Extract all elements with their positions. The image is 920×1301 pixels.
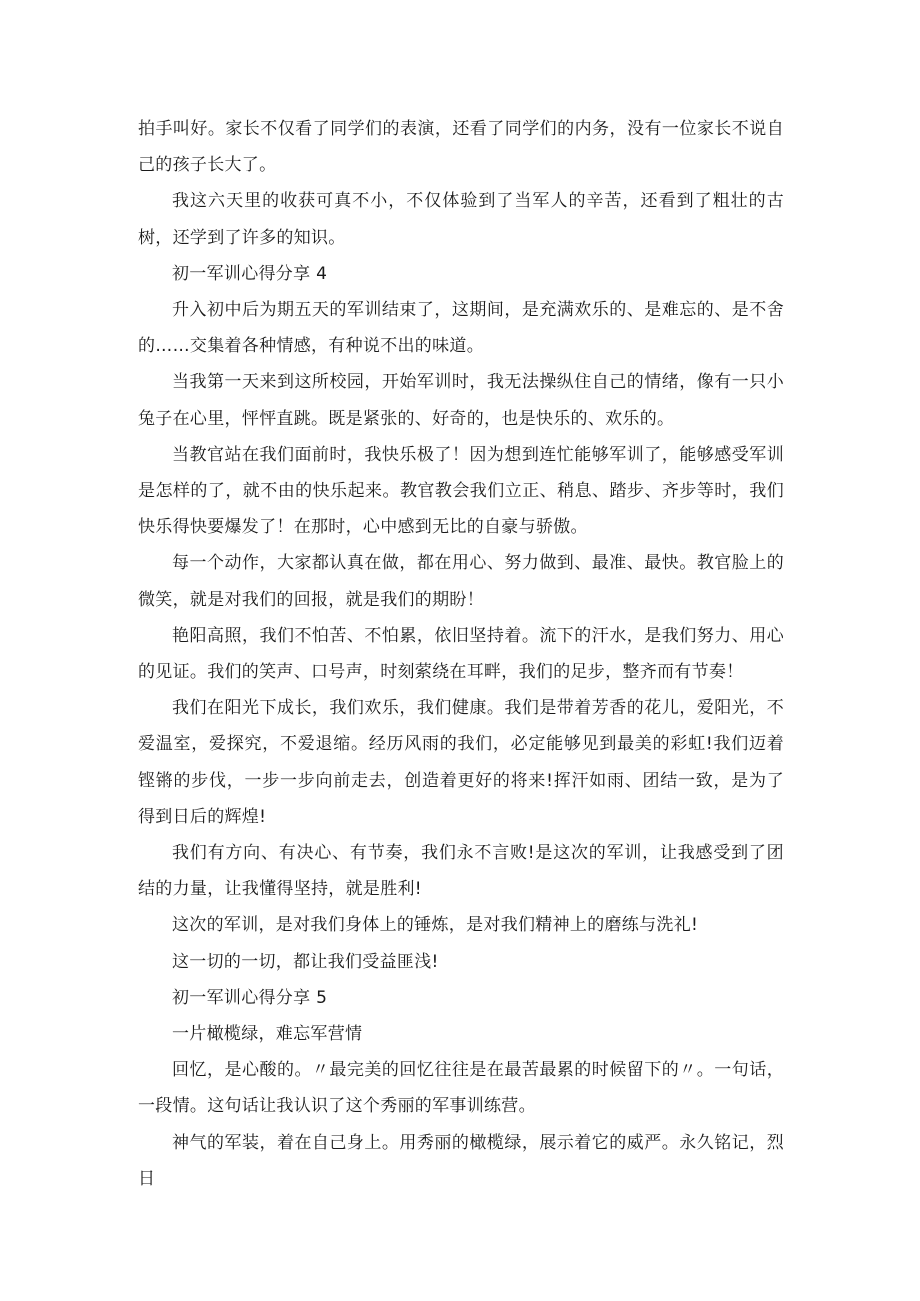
- paragraph: 当教官站在我们面前时，我快乐极了！因为想到连忙能够军训了，能够感受军训是怎样的了，就不由的快乐起来。教官教会我们立正、稍息、踏步、齐步等时，我们快乐得快要爆发了！在那时，心中感到无比的自豪与骄傲。: [138, 444, 784, 538]
- paragraph: 这一切的一切，都让我们受益匪浅!: [172, 951, 439, 972]
- paragraph: 回忆，是心酸的。〃最完美的回忆往往是在最苦最累的时候留下的〃。一句话，一段情。这句话让我认识了这个秀丽的军事训练营。: [138, 1060, 784, 1117]
- paragraph: 神气的军装，着在自己身上。用秀丽的橄榄绿，展示着它的威严。永久铭记，烈日: [138, 1132, 784, 1189]
- paragraph: 一片橄榄绿，难忘军营情: [172, 1024, 363, 1045]
- document-body: [138, 111, 784, 1197]
- paragraph: 当我第一天来到这所校园，开始军训时，我无法操纵住自己的情绪，像有一只小兔子在心里，怦怦直跳。既是紧张的、好奇的，也是快乐的、欢乐的。: [138, 372, 784, 429]
- paragraph: 我们有方向、有决心、有节奏，我们永不言败!是这次的军训，让我感受到了团结的力量，让我懂得坚持，就是胜利!: [138, 843, 784, 900]
- paragraph: 我这六天里的收获可真不小，不仅体验到了当军人的辛苦，还看到了粗壮的古树，还学到了许多的知识。: [138, 191, 784, 248]
- paragraph-continued: 拍手叫好。家长不仅看了同学们的表演，还看了同学们的内务，没有一位家长不说自己的孩子长大了。: [138, 119, 784, 176]
- paragraph: 每一个动作，大家都认真在做，都在用心、努力做到、最准、最快。教官脸上的微笑，就是对我们的回报，就是我们的期盼！: [138, 553, 784, 610]
- paragraph: 这次的军训，是对我们身体上的锤炼，是对我们精神上的磨练与洗礼!: [172, 915, 699, 936]
- paragraph: 我们在阳光下成长，我们欢乐，我们健康。我们是带着芳香的花儿，爱阳光，不爱温室，爱探究，不爱退缩。经历风雨的我们，必定能够见到最美的彩虹!我们迈着铿锵的步伐，一步一步向前走去，创造着更好的将来!挥汗如雨、团结一致，是为了得到日后的辉煌!: [138, 698, 784, 827]
- section-heading: 初一军训心得分享 4: [172, 263, 328, 284]
- paragraph: 升入初中后为期五天的军训结束了，这期间，是充满欢乐的、是难忘的、是不舍的……交集着各种情感，有种说不出的味道。: [138, 300, 784, 357]
- section-heading: 初一军训心得分享 5: [172, 987, 328, 1008]
- paragraph: 艳阳高照，我们不怕苦、不怕累，依旧坚持着。流下的汗水，是我们努力、用心的见证。我们的笑声、口号声，时刻萦绕在耳畔，我们的足步，整齐而有节奏！: [138, 625, 784, 683]
